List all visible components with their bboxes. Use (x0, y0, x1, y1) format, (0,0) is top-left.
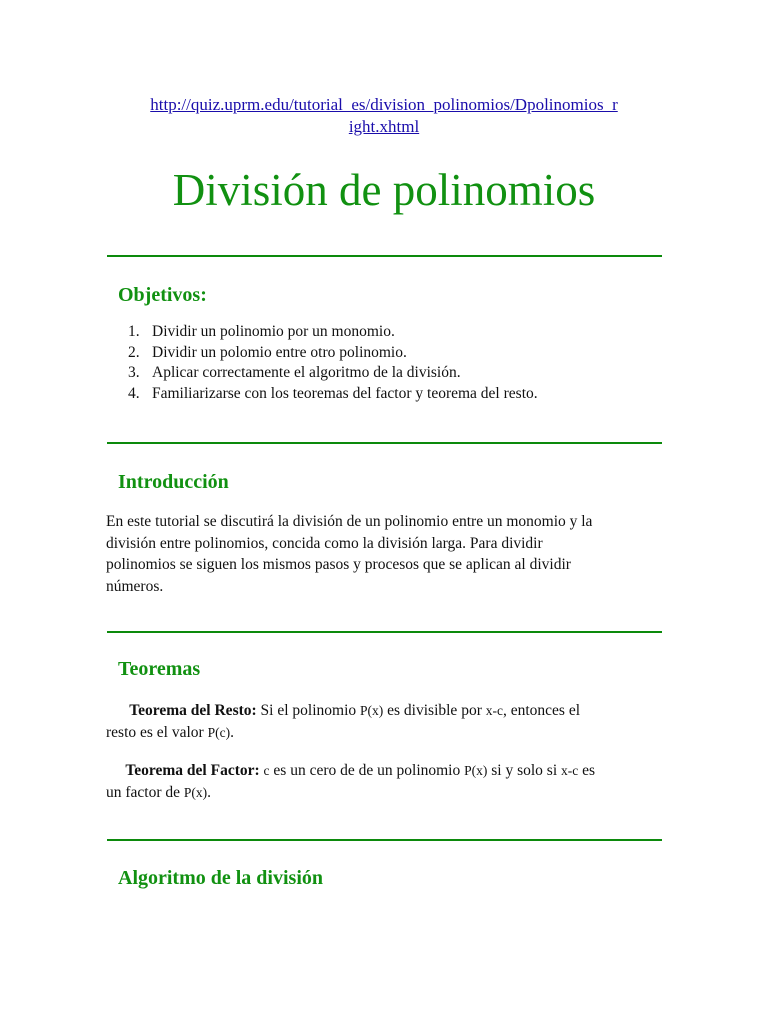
factor-theorem (106, 760, 636, 803)
math-term: P(x) (183, 784, 208, 800)
math-term: x-c (561, 763, 579, 778)
section-divider (107, 255, 662, 257)
source-url-line-1[interactable]: http://quiz.uprm.edu/tutorial_es/division_polinomios/Dpolinomios_r (150, 95, 618, 114)
theorem-text: un factor de (106, 783, 184, 801)
list-item-text: Dividir un polomio entre otro polinomio. (152, 343, 407, 361)
list-item (106, 384, 666, 405)
theorem-text: . (207, 783, 212, 801)
source-url-line-2[interactable]: ight.xhtml (348, 117, 420, 136)
list-item-text: Aplicar correctamente el algoritmo de la división. (152, 364, 461, 381)
theorem-text: , entonces el (502, 702, 581, 719)
theorems-heading: Teoremas (118, 658, 201, 680)
math-term: P(x) (464, 763, 488, 778)
section-divider (107, 631, 662, 633)
intro-line: números. (106, 577, 164, 595)
intro-line: polinomios se siguen los mismos pasos y procesos que se aplican al dividir (106, 556, 571, 573)
theorem-text: si y solo si (487, 762, 562, 779)
remainder-theorem-label: Teorema del Resto: (129, 702, 257, 719)
source-url-link[interactable] (100, 94, 668, 138)
theorem-text: . (230, 723, 234, 741)
theorem-text: es divisible por (383, 702, 486, 719)
theorem-text: Si el polinomio (256, 702, 361, 719)
introduction-heading: Introducción (118, 471, 229, 493)
factor-theorem-label: Teorema del Factor: (125, 762, 260, 779)
intro-line: En este tutorial se discutirá la división de un polinomio entre un monomio y la (106, 513, 593, 530)
algorithm-heading: Algoritmo de la división (118, 867, 324, 889)
list-item-number: 3. (128, 364, 140, 381)
list-item (106, 343, 666, 364)
math-term: P(x) (360, 703, 384, 718)
math-term: x-c (485, 703, 503, 718)
objectives-heading: Objetivos: (118, 284, 207, 306)
math-term: P(c) (207, 724, 231, 740)
introduction-paragraph (106, 511, 646, 597)
theorem-text: resto es el valor (106, 723, 208, 741)
intro-line: división entre polinomios, concida como la división larga. Para dividir (106, 534, 543, 552)
section-divider (107, 839, 662, 841)
section-divider (107, 442, 662, 444)
theorem-text: es un cero de de un polinomio (269, 762, 465, 779)
theorem-text: es (578, 762, 596, 779)
list-item-number: 2. (128, 343, 140, 361)
list-item-text: Dividir un polinomio por un monomio. (152, 323, 395, 340)
list-item-number: 1. (128, 323, 140, 340)
page-title: División de polinomios (172, 165, 596, 215)
objectives-list (106, 322, 666, 404)
list-item-text: Familiarizarse con los teoremas del factor y teorema del resto. (152, 384, 538, 402)
list-item-number: 4. (128, 384, 140, 402)
list-item (106, 322, 666, 343)
remainder-theorem (106, 700, 636, 743)
math-term: c (263, 763, 270, 778)
list-item (106, 363, 666, 384)
